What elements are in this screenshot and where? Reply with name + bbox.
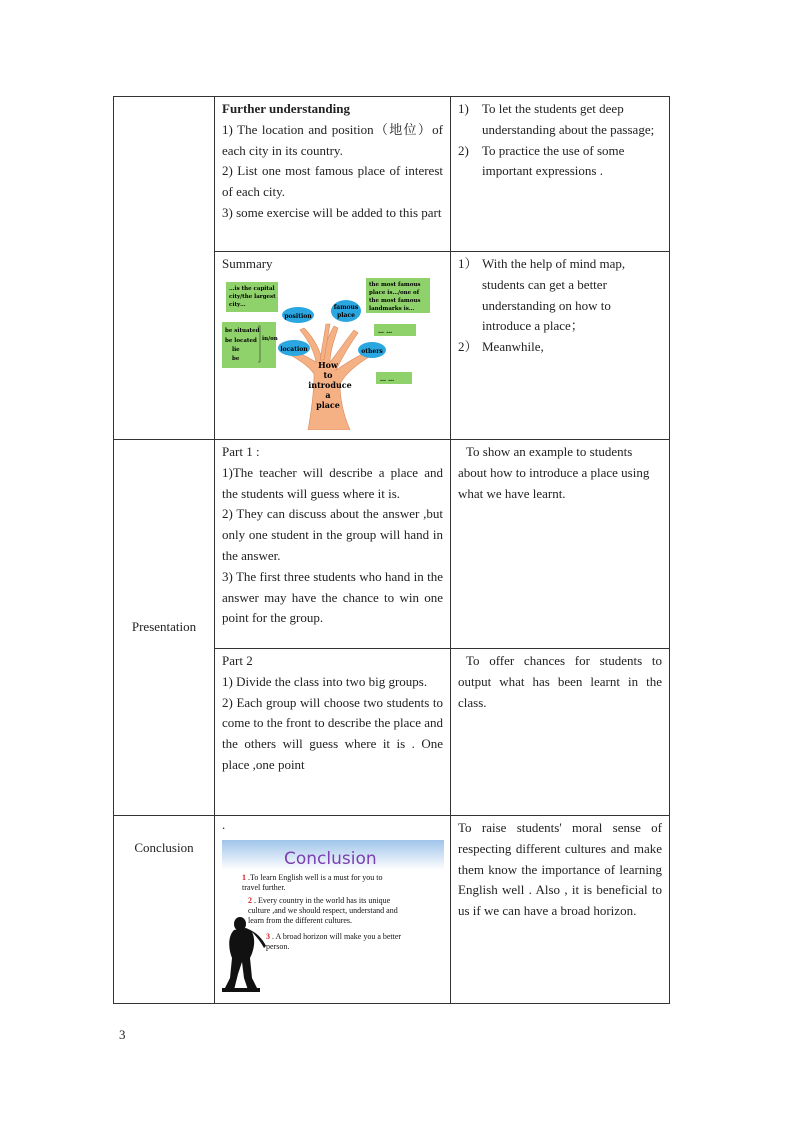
table-row [114, 816, 670, 1004]
svg-text:travel further.: travel further. [242, 883, 286, 892]
aim-item: 1） With the help of mind map, students can get a better understanding on how to introduce a place； [458, 256, 626, 334]
svg-text:lie: lie [232, 346, 240, 353]
part1-aim: To show an example to students about how to introduce a place using what we have learnt. [458, 444, 650, 501]
stage-conclusion: Conclusion [114, 816, 215, 1004]
svg-text:.To learn English well is a mu: .To learn English well is a must for you to [248, 873, 383, 882]
part1-aim-cell [451, 440, 670, 649]
svg-text:position: position [284, 312, 312, 320]
svg-text:2: 2 [248, 896, 252, 905]
silhouette-figure [222, 917, 266, 992]
svg-text:3: 3 [266, 932, 270, 941]
trunk-text: to [323, 369, 333, 380]
svg-text:city/the largest: city/the largest [229, 293, 276, 300]
svg-text:famous: famous [333, 303, 359, 311]
aim-item: 2） Meanwhile, [458, 339, 544, 355]
svg-text:landmarks is…: landmarks is… [369, 305, 415, 312]
mind-map-image [222, 278, 436, 430]
further-title: Further understanding [222, 101, 350, 116]
conclusion-aim: To raise students' moral sense of respecting different cultures and make them know the importance of learning English well . Also , it is beneficial to us if we can have a broad horizon. [458, 820, 662, 919]
svg-text:in/on: in/on [262, 335, 278, 342]
svg-text:be: be [232, 355, 240, 362]
svg-text:be situated: be situated [225, 327, 260, 334]
svg-text:city…: city… [229, 301, 246, 308]
svg-text:… …: … … [380, 375, 395, 383]
further-line: 3) some exercise will be added to this part [222, 204, 442, 220]
conclusion-cell [215, 816, 451, 1004]
part2-line: 2) Each group will choose two students to come to the front to describe the place and the others will guess where it is . One place ,one point [222, 694, 443, 772]
conclusion-slide-image [222, 840, 444, 992]
summary-aims-cell [451, 252, 670, 440]
aim-item: 1) To let the students get deep understanding about the passage; [458, 101, 655, 137]
trunk-text: a [325, 389, 331, 400]
svg-text:. A broad horizon will make yo: . A broad horizon will make you a better [272, 932, 402, 941]
aim-item: 2) To practice the use of some important expressions . [458, 142, 625, 179]
table-row [114, 440, 670, 649]
trunk-text: How [318, 359, 338, 370]
stage-presentation: Presentation [114, 440, 215, 816]
further-aims-cell [451, 97, 670, 252]
svg-text:place: place [337, 311, 355, 319]
svg-text:others: others [361, 347, 383, 355]
slide-heading: Conclusion [284, 849, 377, 869]
svg-text:be located: be located [225, 337, 257, 344]
part2-aim-cell [451, 649, 670, 816]
further-line: 2) List one most famous place of interest of each city. [222, 163, 443, 200]
svg-text:…is the capital: …is the capital [229, 285, 275, 292]
trunk-text: introduce [308, 379, 352, 390]
summary-cell [215, 252, 451, 440]
svg-text:culture ,and we should respect: culture ,and we should respect, understand and [248, 906, 398, 915]
svg-text:learn from the different cultu: learn from the different cultures. [248, 916, 353, 925]
trunk-text: place [316, 399, 340, 410]
svg-text:… …: … … [378, 327, 393, 335]
conclusion-aim-cell [451, 816, 670, 1004]
svg-text:1: 1 [242, 873, 246, 882]
part2-title: Part 2 [222, 653, 253, 668]
part2-aim: To offer chances for students to output what has been learnt in the class. [458, 653, 662, 710]
svg-text:the most famous: the most famous [369, 297, 421, 304]
page-number: 3 [119, 1027, 126, 1042]
part1-title: Part 1 : [222, 444, 260, 459]
part1-line: 1)The teacher will describe a place and the students will guess where it is. [222, 464, 443, 501]
stage-cell-empty [114, 97, 215, 440]
further-understanding-cell [215, 97, 451, 252]
summary-title: Summary [222, 256, 273, 271]
lesson-plan-table [113, 96, 670, 1004]
further-line: 1) The location and position（地位）of each city in its country. [222, 121, 443, 158]
svg-text:location: location [280, 345, 308, 353]
conclusion-dot: . [222, 817, 226, 832]
svg-text:the most famous: the most famous [369, 281, 421, 288]
table-row [114, 97, 670, 252]
part1-cell [215, 440, 451, 649]
svg-text:person.: person. [266, 942, 290, 951]
part1-line: 3) The first three students who hand in the answer may have the chance to win one point for the group. [222, 568, 443, 626]
part1-line: 2) They can discuss about the answer ,but only one student in the group will hand in the answer. [222, 506, 443, 563]
svg-text:. Every country in the world h: . Every country in the world has its unique [254, 896, 391, 905]
part2-cell [215, 649, 451, 816]
part2-line: 1) Divide the class into two big groups. [222, 673, 428, 689]
svg-text:place is…/one of: place is…/one of [369, 289, 420, 296]
